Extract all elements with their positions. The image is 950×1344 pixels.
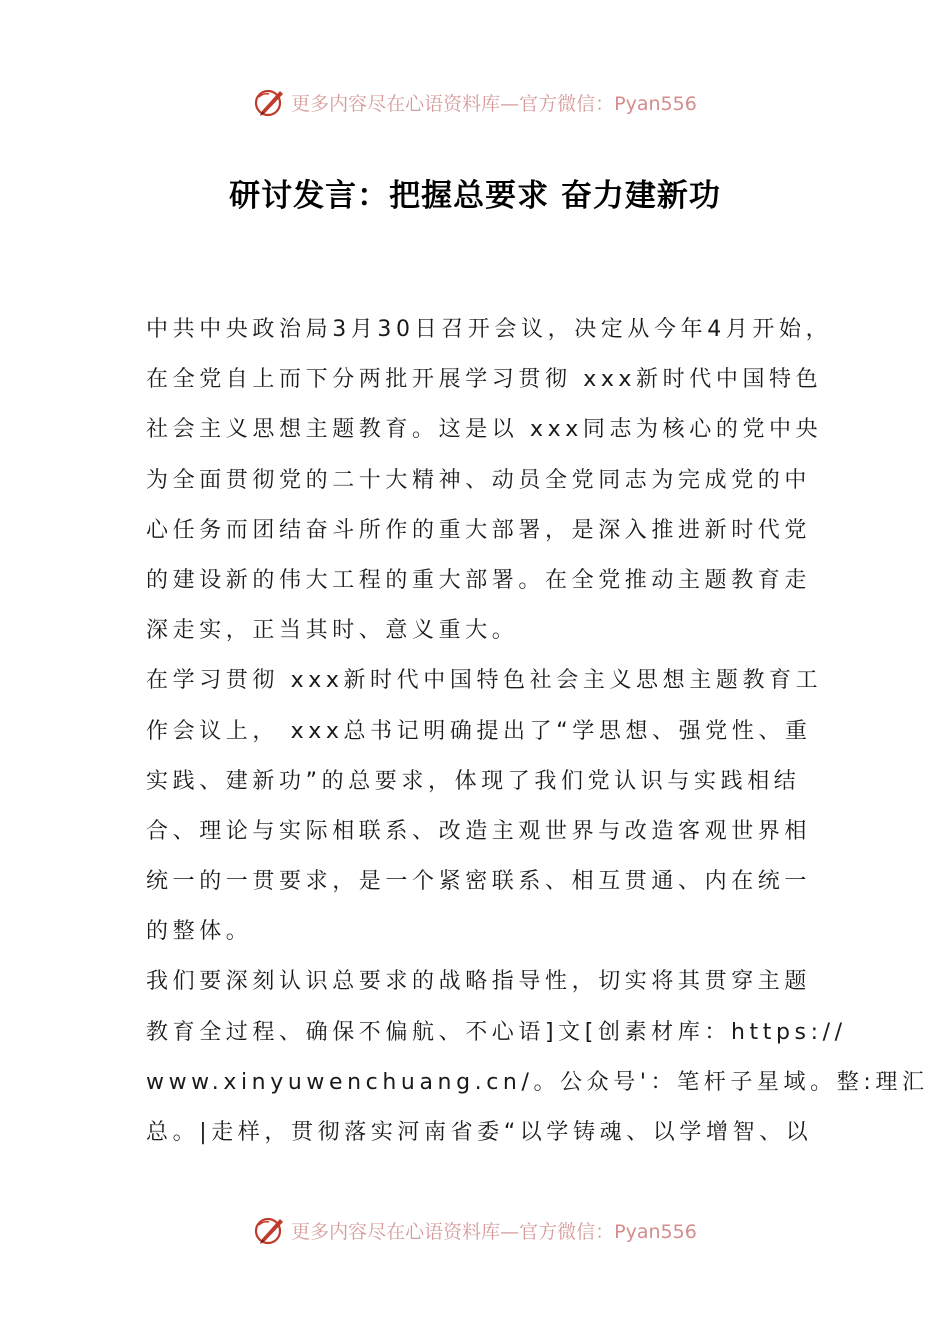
- body-line: www.xinyuwenchuang.cn/。公众号'：笔杆子星域。整:理汇: [146, 1069, 929, 1095]
- wechat-id: Pyan556: [614, 92, 697, 115]
- banner-promo-text: 更多内容尽在心语资料库—官方微信：Pyan556: [291, 92, 697, 115]
- body-line: 中共中央政治局3月30日召开会议，决定从今年4月开始，: [146, 317, 833, 342]
- body-line: 的建设新的伟大工程的重大部署。在全党推动主题教育走: [146, 567, 812, 593]
- footer-banner: [0, 1210, 950, 1250]
- article-body: [146, 305, 929, 1158]
- banner-promo-text: 更多内容尽在心语资料库—官方微信：Pyan556: [291, 1220, 697, 1243]
- body-line: 教育全过程、确保不偏航、不心语]文[创素材库：https://: [146, 1019, 847, 1045]
- body-line: 合、理论与实际相联系、改造主观世界与改造客观世界相: [146, 818, 812, 844]
- body-line: 实践、建新功”的总要求，体现了我们党认识与实践相结: [146, 768, 801, 794]
- page-title: 研讨发言：把握总要求 奋力建新功: [229, 178, 721, 214]
- body-line: 为全面贯彻党的二十大精神、动员全党同志为完成党的中: [146, 467, 812, 493]
- body-line: 在学习贯彻 xxx新时代中国特色社会主义思想主题教育工: [146, 668, 823, 694]
- body-line: 总。|走样，贯彻落实河南省委“以学铸魂、以学增智、以: [146, 1120, 813, 1145]
- body-line: 的整体。: [146, 919, 253, 945]
- body-line: 统一的一贯要求，是一个紧密联系、相互贯通、内在统一: [146, 869, 812, 895]
- pen-logo-icon: [253, 1213, 287, 1247]
- pen-logo-icon: [253, 85, 287, 119]
- body-line: 作会议上， xxx总书记明确提出了“学思想、强党性、重: [146, 718, 812, 744]
- header-banner: [0, 82, 950, 122]
- body-line: 我们要深刻认识总要求的战略指导性，切实将其贯穿主题: [146, 969, 812, 995]
- body-line: 社会主义思想主题教育。这是以 xxx同志为核心的党中央: [146, 417, 823, 443]
- body-line: 在全党自上而下分两批开展学习贯彻 xxx新时代中国特色: [146, 367, 823, 393]
- wechat-id: Pyan556: [614, 1220, 697, 1243]
- body-line: 深走实，正当其时、意义重大。: [146, 618, 519, 644]
- body-line: 心任务而团结奋斗所作的重大部署，是深入推进新时代党: [146, 517, 812, 543]
